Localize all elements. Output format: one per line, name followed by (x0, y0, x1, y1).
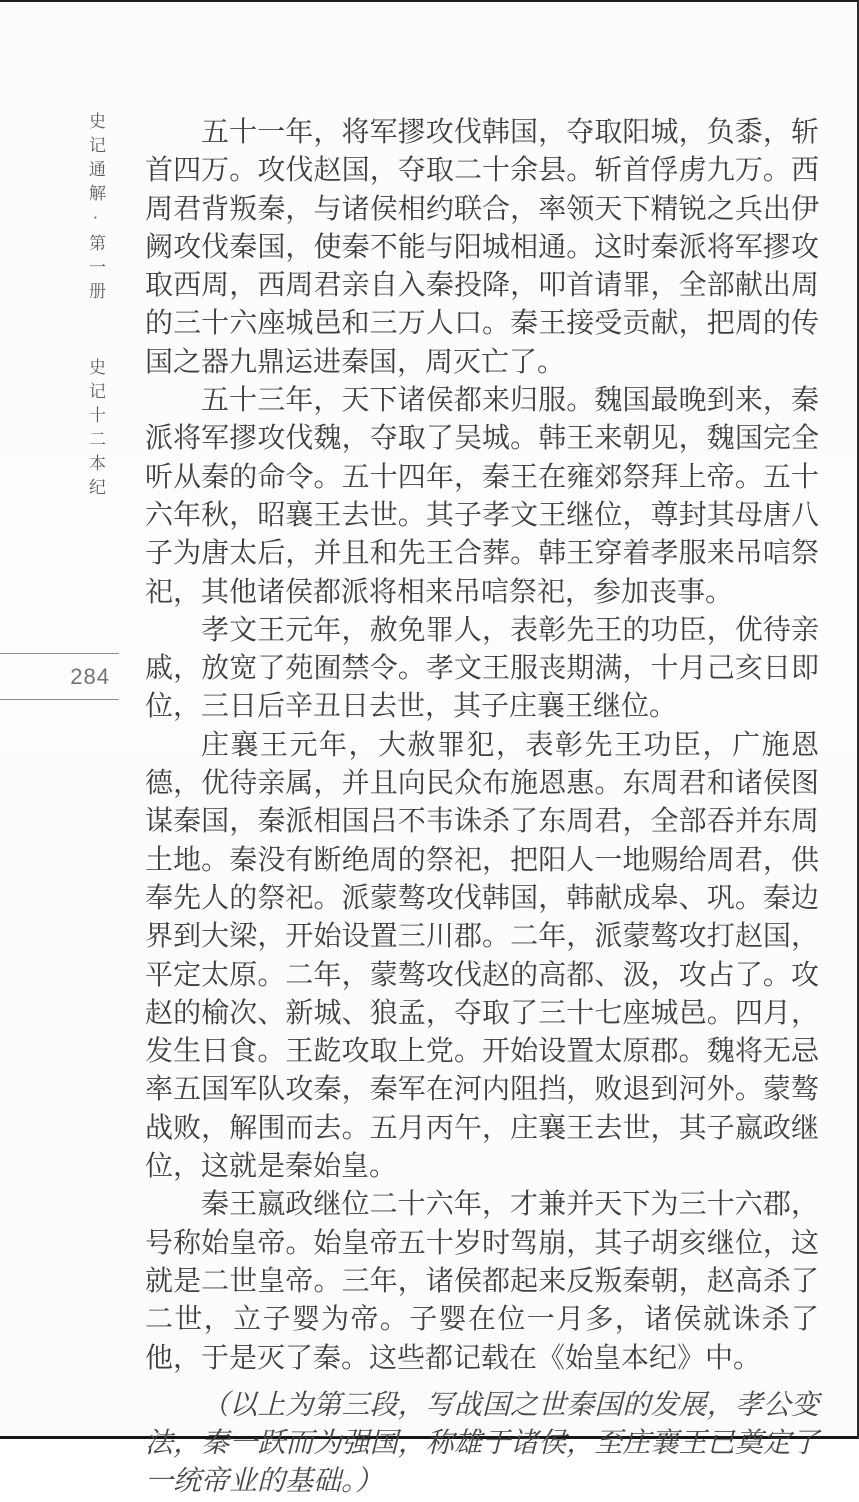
scan-edge-top (0, 0, 859, 2)
paragraph-51st-year: 五十一年，将军摎攻伐韩国，夺取阳城，负黍，斩首四万。攻伐赵国，夺取二十余县。斩首俘虏九万。西周君背叛秦，与诸侯相约联合，率领天下精锐之兵出伊阙攻伐秦国，使秦不能与阳城相通。这时秦派将军摎攻取西周，西周君亲自入秦投降，叩首请罪，全部献出周的三十六座城邑和三万人口。秦王接受贡献，把周的传国之器九鼎运进秦国，周灭亡了。 (145, 117, 819, 378)
main-text (145, 114, 819, 1502)
page-number: 284 (70, 663, 110, 689)
paragraph-53rd-year: 五十三年，天下诸侯都来归服。魏国最晚到来，秦派将军摎攻伐魏，夺取了吴城。韩王来朝见，魏国完全听从秦的命令。五十四年，秦王在雍郊祭拜上帝。五十六年秋，昭襄王去世。其子孝文王继位，尊封其母唐八子为唐太后，并且和先王合葬。韩王穿着孝服来吊唁祭祀，其他诸侯都派将相来吊唁祭祀，参加丧事。 (145, 385, 819, 608)
paragraph-xiaowen-1st-year: 孝文王元年，赦免罪人，表彰先王的功臣，优待亲戚，放宽了苑囿禁令。孝文王服丧期满，十月己亥日即位，三日后辛丑日去世，其子庄襄王继位。 (145, 614, 819, 723)
spine-title-volume: 史记通解·第一册 (86, 112, 105, 306)
spine-title (84, 112, 106, 502)
page-number-box (0, 653, 119, 700)
spine-title-section: 史记十二本纪 (86, 358, 105, 502)
commentary-paragraph: （以上为第三段，写战国之世秦国的发展，孝公变法，秦一跃而为强国，称雄于诸侯，至庄襄王已奠定了一统帝业的基础。） (145, 1389, 819, 1498)
paragraph-zhuangxiang-1st-year: 庄襄王元年，大赦罪犯，表彰先王功臣，广施恩德，优待亲属，并且向民众布施恩惠。东周君和诸侯图谋秦国，秦派相国吕不韦诛杀了东周君，全部吞并东周土地。秦没有断绝周的祭祀，把阳人一地赐给周君，供奉先人的祭祀。派蒙骜攻伐韩国，韩献成皋、巩。秦边界到大梁，开始设置三川郡。二年，派蒙骜攻打赵国，平定太原。二年，蒙骜攻伐赵的高都、汲，攻占了。攻赵的榆次、新城、狼孟，夺取了三十七座城邑。四月，发生日食。王龁攻取上党。开始设置太原郡。魏将无忌率五国军队攻秦，秦军在河内阻挡，败退到河外。蒙骜战败，解围而去。五月丙午，庄襄王去世，其子嬴政继位，这就是秦始皇。 (145, 729, 819, 1183)
paragraph-yingzheng: 秦王嬴政继位二十六年，才兼并天下为三十六郡，号称始皇帝。始皇帝五十岁时驾崩，其子胡亥继位，这就是二世皇帝。三年，诸侯都起来反叛秦朝，赵高杀了二世，立子婴为帝。子婴在位一月多，诸侯就诛杀了他，于是灭了秦。这些都记载在《始皇本纪》中。 (145, 1189, 819, 1374)
